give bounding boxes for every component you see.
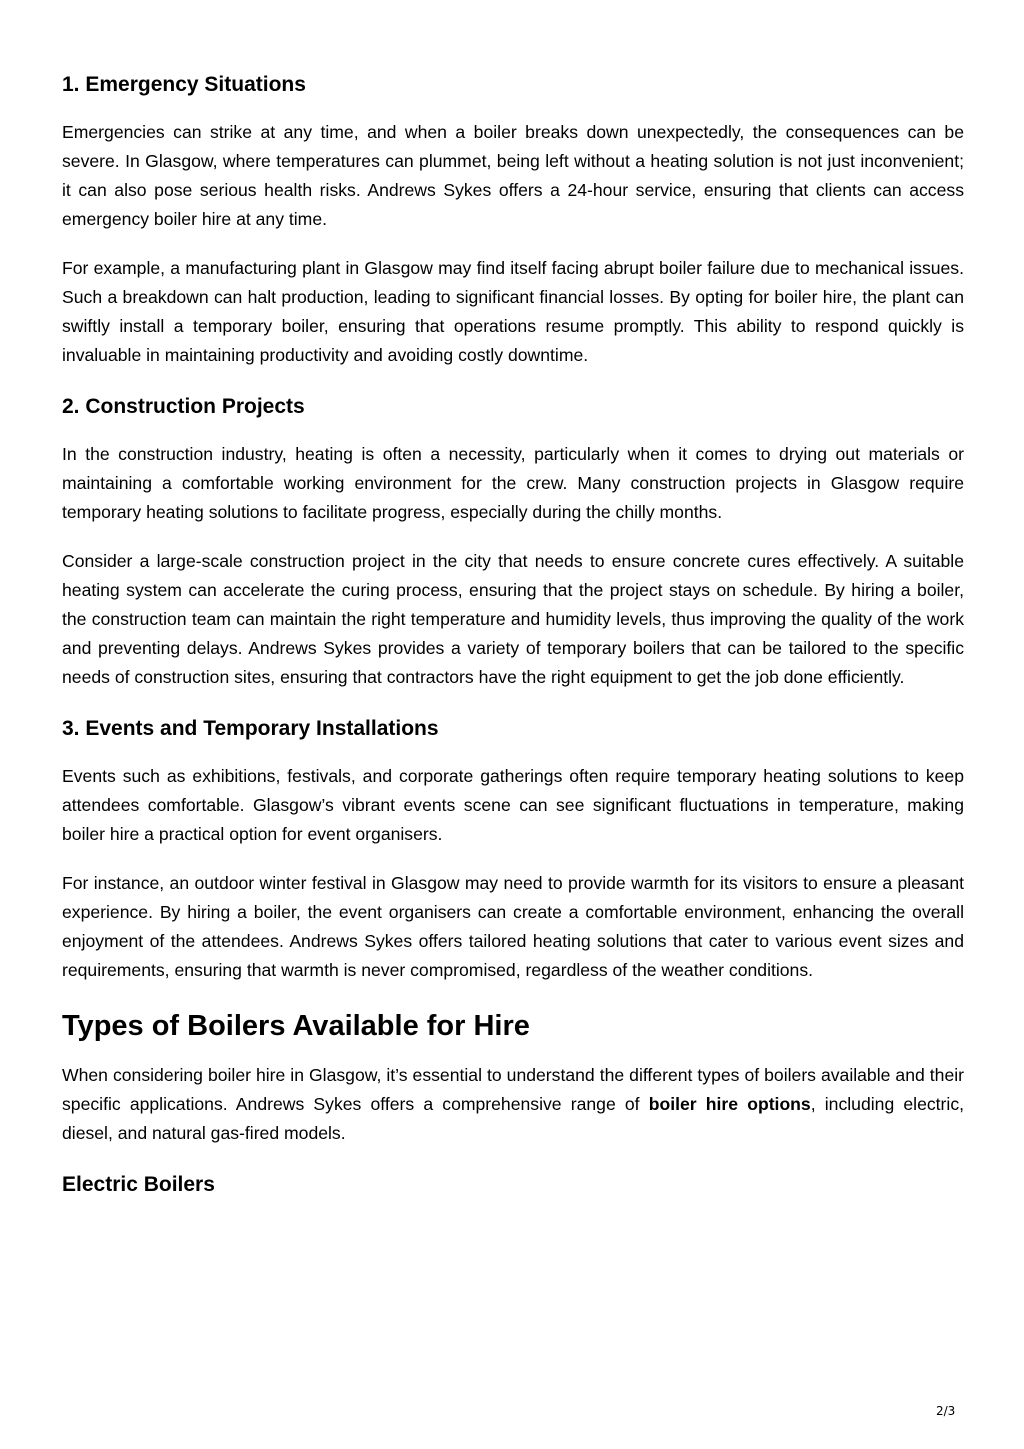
document-page xyxy=(62,68,964,1218)
paragraph: For example, a manufacturing plant in Glasgow may find itself facing abrupt boiler failure due to mechanical issues. Such a breakdown can halt production, leading to significant financial losses. By opting for boiler hire, the plant can swiftly install a temporary boiler, ensuring that operations resume promptly. This ability to respond quickly is invaluable in maintaining productivity and avoiding costly downtime. xyxy=(62,258,964,365)
section-heading-construction: 2. Construction Projects xyxy=(62,395,305,418)
page-number: 2/3 xyxy=(936,1404,956,1418)
boiler-hire-options-link[interactable]: boiler hire options xyxy=(648,1094,811,1114)
types-heading: Types of Boilers Available for Hire xyxy=(62,1010,530,1042)
electric-boilers-heading: Electric Boilers xyxy=(62,1173,215,1196)
paragraph: Events such as exhibitions, festivals, and corporate gatherings often require temporary heating solutions to keep attendees comfortable. Glasgow’s vibrant events scene can see significant fluctuations in temperature, making boiler hire a practical option for event organisers. xyxy=(62,766,964,844)
section-heading-events: 3. Events and Temporary Installations xyxy=(62,717,439,740)
intro-text: When considering boiler hire in Glasgow, it’s essential to understand the different types of boilers available and their specific applications. Andrews Sykes offers a comprehensive range of xyxy=(62,1065,964,1114)
paragraph: Emergencies can strike at any time, and when a boiler breaks down unexpectedly, the consequences can be severe. In Glasgow, where temperatures can plummet, being left without a heating solution is not just inconvenient; it can also pose serious health risks. Andrews Sykes offers a 24-hour service, ensuring that clients can access emergency boiler hire at any time. xyxy=(62,122,964,229)
intro-text-end: , including electric, diesel, and natural gas-fired models. xyxy=(62,1094,964,1143)
paragraph: For instance, an outdoor winter festival in Glasgow may need to provide warmth for its visitors to ensure a pleasant experience. By hiring a boiler, the event organisers can create a comfortable environment, enhancing the overall enjoyment of the attendees. Andrews Sykes offers tailored heating solutions that cater to various event sizes and requirements, ensuring that warmth is never compromised, regardless of the weather conditions. xyxy=(62,873,964,980)
paragraph: Consider a large-scale construction project in the city that needs to ensure concrete cures effectively. A suitable heating system can accelerate the curing process, ensuring that the project stays on schedule. By hiring a boiler, the construction team can maintain the right temperature and humidity levels, thus improving the quality of the work and preventing delays. Andrews Sykes provides a variety of temporary boilers that can be tailored to the specific needs of construction sites, ensuring that contractors have the right equipment to get the job done efficiently. xyxy=(62,551,964,687)
paragraph: In the construction industry, heating is often a necessity, particularly when it comes to drying out materials or maintaining a comfortable working environment for the crew. Many construction projects in Glasgow require temporary heating solutions to facilitate progress, especially during the chilly months. xyxy=(62,444,964,522)
section-heading-emergency: 1. Emergency Situations xyxy=(62,73,306,96)
types-intro-paragraph xyxy=(62,1061,964,1148)
